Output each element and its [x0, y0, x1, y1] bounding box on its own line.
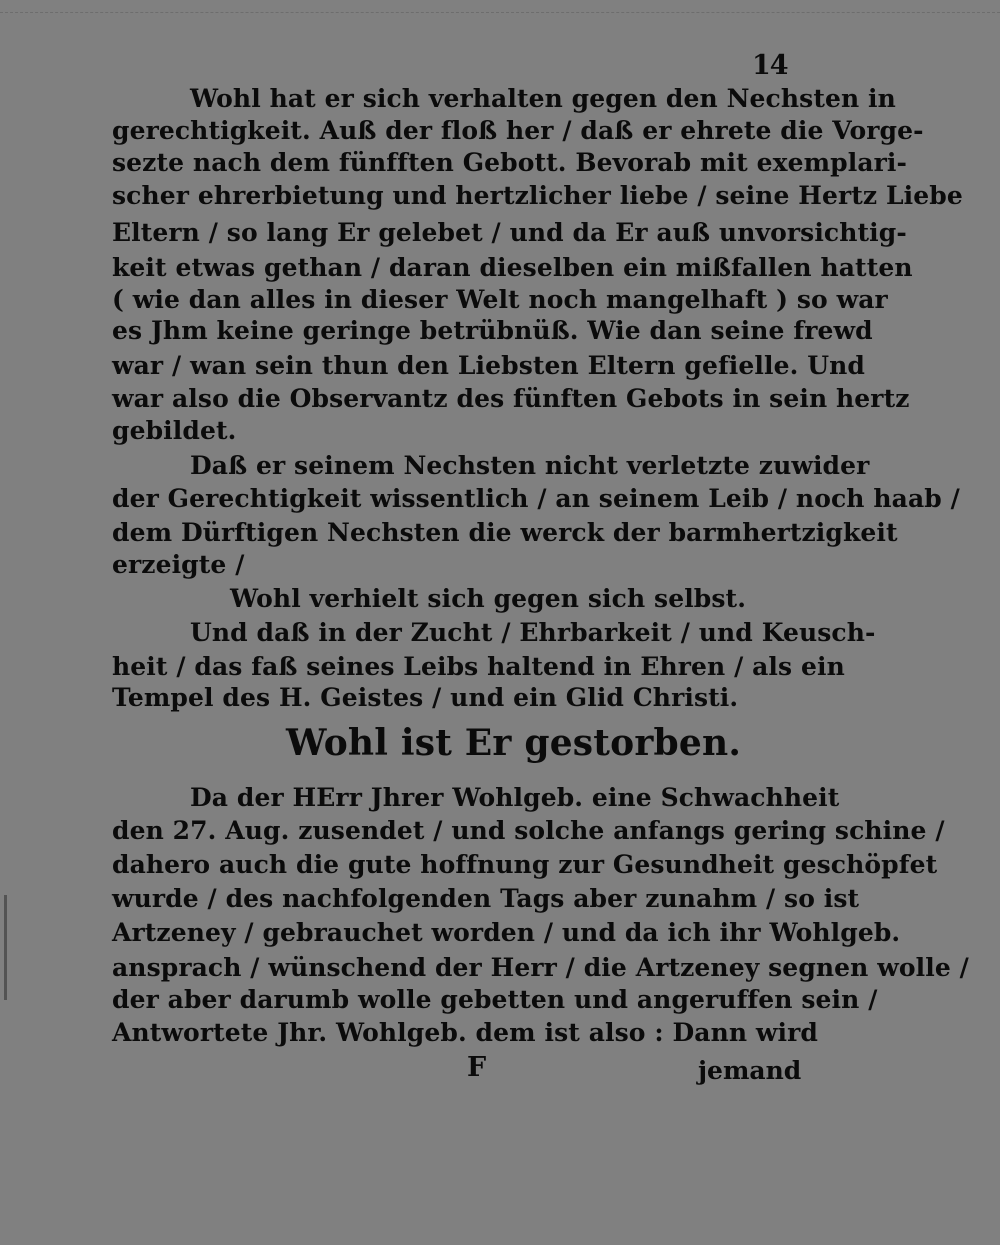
text-line: Wohl hat er sich verhalten gegen den Nechsten in — [190, 84, 896, 113]
text-line: Artzeney / gebrauchet worden / und da ich ihr Wohlgeb. — [112, 918, 901, 947]
text-line: Da der HErr Jhrer Wohlgeb. eine Schwachheit — [190, 783, 840, 812]
text-line: heit / das faß seines Leibs haltend in Ehren / als ein — [112, 652, 845, 681]
text-line: Antwortete Jhr. Wohlgeb. dem ist also : Dann wird — [112, 1018, 818, 1047]
text-line: erzeigte / — [112, 550, 245, 579]
text-line: ( wie dan alles in dieser Welt noch mangelhaft ) so war — [112, 285, 888, 314]
text-line: sezte nach dem fünfften Gebott. Bevorab mit exemplari- — [112, 148, 907, 177]
text-line: keit etwas gethan / daran dieselben ein mißfallen hatten — [112, 253, 913, 282]
text-line: ansprach / wünschend der Herr / die Artzeney segnen wolle / — [112, 953, 969, 982]
text-line: Eltern / so lang Er gelebet / und da Er auß unvorsichtig- — [112, 218, 907, 247]
text-line: gebildet. — [112, 416, 237, 445]
section-heading: Wohl ist Er gestorben. — [286, 722, 742, 764]
text-line: es Jhm keine geringe betrübnüß. Wie dan seine frewd — [112, 316, 873, 345]
scan-artifact-line — [0, 12, 1000, 13]
text-line: wurde / des nachfolgenden Tags aber zunahm / so ist — [112, 884, 860, 913]
text-line: Daß er seinem Nechsten nicht verletzte zuwider — [190, 451, 870, 480]
text-line: scher ehrerbietung und hertzlicher liebe / seine Hertz Liebe — [112, 181, 963, 210]
text-line: der aber darumb wolle gebetten und angeruffen sein / — [112, 985, 878, 1014]
catchword: jemand — [698, 1056, 802, 1085]
text-line: dahero auch die gute hoffnung zur Gesundheit geschöpfet — [112, 850, 938, 879]
text-line: den 27. Aug. zusendet / und solche anfangs gering schine / — [112, 816, 945, 845]
text-line: Wohl verhielt sich gegen sich selbst. — [230, 584, 747, 613]
text-line: dem Dürftigen Nechsten die werck der barmhertzigkeit — [112, 518, 898, 547]
text-line: war / wan sein thun den Liebsten Eltern gefielle. Und — [112, 351, 865, 380]
text-line: Tempel des H. Geistes / und ein Glid Christi. — [112, 683, 739, 712]
text-line: Und daß in der Zucht / Ehrbarkeit / und Keusch- — [190, 618, 876, 647]
page-number: 14 — [752, 50, 788, 81]
text-line: gerechtigkeit. Auß der floß her / daß er ehrete die Vorge- — [112, 116, 924, 145]
left-edge-mark — [4, 895, 7, 1000]
signature-mark: F — [467, 1052, 487, 1083]
text-line: der Gerechtigkeit wissentlich / an seinem Leib / noch haab / — [112, 484, 960, 513]
text-line: war also die Observantz des fünften Gebots in sein hertz — [112, 384, 910, 413]
